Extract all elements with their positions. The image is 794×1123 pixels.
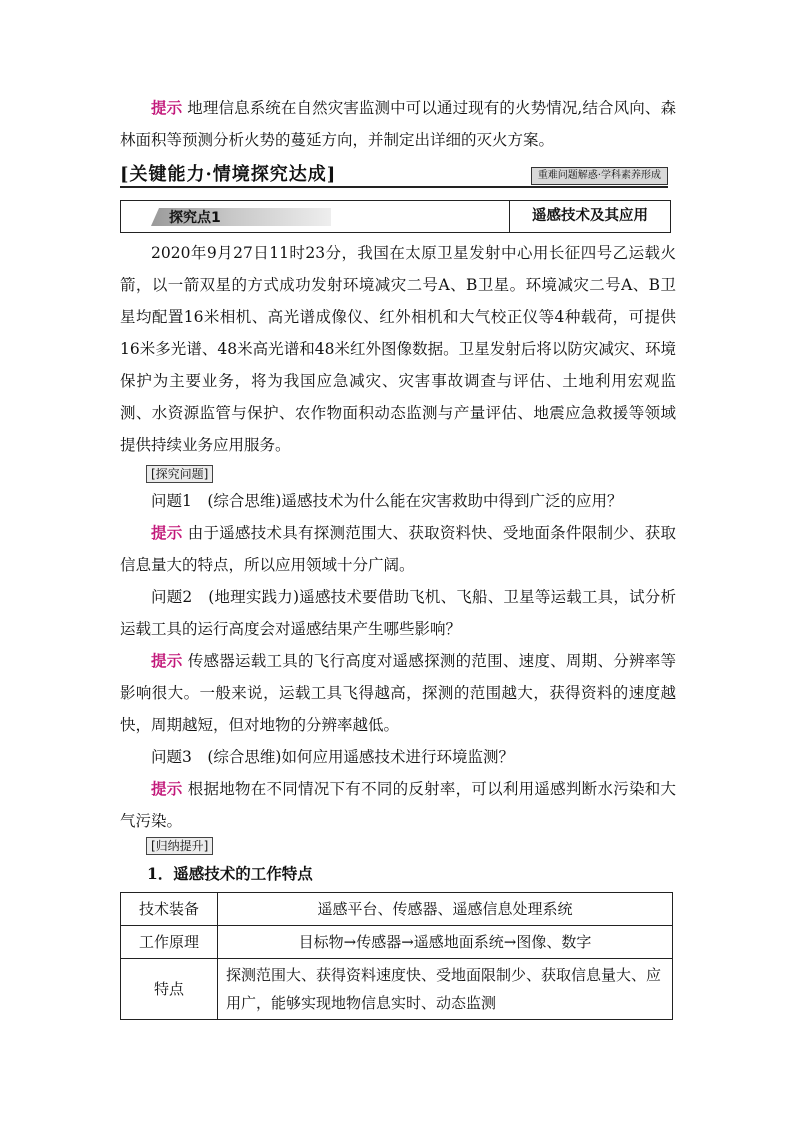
tip-label: 提示 xyxy=(151,99,183,117)
table-value: 遥感平台、传感器、遥感信息处理系统 xyxy=(218,893,673,926)
section-header xyxy=(120,160,668,186)
table-key: 特点 xyxy=(121,959,218,1020)
table-value: 探测范围大、获得资料速度快、受地面限制少、获取信息量大、应用广，能够实现地物信息实时、动态监测 xyxy=(218,959,673,1020)
table-value: 目标物→传感器→遥感地面系统→图像、数字 xyxy=(218,926,673,959)
answer-2 xyxy=(120,645,676,741)
table-row xyxy=(121,893,673,926)
table-row xyxy=(121,926,673,959)
explore-topic: 遥感技术及其应用 xyxy=(532,208,648,224)
summary-tag: [归纳提升] xyxy=(146,837,213,855)
tip-label: 提示 xyxy=(151,524,183,542)
summary-tag-wrap xyxy=(146,836,213,855)
table-row xyxy=(121,959,673,1020)
question-2: 问题2 (地理实践力)遥感技术要借助飞机、飞船、卫星等运载工具，试分析运载工具的运行高度会对遥感结果产生哪些影响？ xyxy=(120,588,676,638)
question-1: 问题1 (综合思维)遥感技术为什么能在灾害救助中得到广泛的应用？ xyxy=(151,492,623,510)
summary-heading: 1．遥感技术的工作特点 xyxy=(147,864,313,883)
answer-1 xyxy=(120,517,676,581)
tip-label: 提示 xyxy=(151,780,183,798)
section-subtitle: 重难问题解惑·学科素养形成 xyxy=(531,167,668,185)
answer-3 xyxy=(120,773,676,837)
answer-3-text: 根据地物在不同情况下有不同的反射率，可以利用遥感判断水污染和大气污染。 xyxy=(120,780,676,830)
explore-point-left xyxy=(121,201,510,232)
questions-tag: [探究问题] xyxy=(146,465,213,483)
intro-tip-paragraph xyxy=(120,92,676,156)
intro-block xyxy=(120,92,676,156)
qa-block xyxy=(120,485,676,837)
summary-heading-block xyxy=(120,858,676,890)
question-3: 问题3 (综合思维)如何应用遥感技术进行环境监测？ xyxy=(151,748,514,766)
passage-text: 2020年9月27日11时23分，我国在太原卫星发射中心用长征四号乙运载火箭，以一箭双星的方式成功发射环境减灾二号A、B卫星。环境减灾二号A、B卫星均配置16米相机、高光谱成像仪、红外相机和大气校正仪等4种载荷，可提供16米多光谱、48米高光谱和48米红外图像数据。卫星发射后将以防灾减灾、环境保护为主要业务，将为我国应急减灾、灾害事故调查与评估、土地利用宏观监测、水资源监管与保护、农作物面积动态监测与产量评估、地震应急救援等领域提供持续业务应用服务。 xyxy=(120,244,676,454)
explore-badge-label: 探究点1 xyxy=(169,210,221,226)
table-key: 工作原理 xyxy=(121,926,218,959)
tip-label: 提示 xyxy=(151,652,183,670)
questions-tag-wrap xyxy=(146,464,213,483)
passage-block xyxy=(120,237,676,461)
answer-1-text: 由于遥感技术具有探测范围大、获取资料快、受地面条件限制少、获取信息量大的特点，所以应用领域十分广阔。 xyxy=(120,524,676,574)
table-key: 技术装备 xyxy=(121,893,218,926)
explore-point-box xyxy=(120,200,671,233)
intro-tip-text: 地理信息系统在自然灾害监测中可以通过现有的火势情况,结合风向、森林面积等预测分析火势的蔓延方向，并制定出详细的灭火方案。 xyxy=(120,99,676,149)
answer-2-text: 传感器运载工具的飞行高度对遥感探测的范围、速度、周期、分辨率等影响很大。一般来说，运载工具飞得越高，探测的范围越大，获得资料的速度越快，周期越短，但对地物的分辨率越低。 xyxy=(120,652,676,734)
section-title: [关键能力·情境探究达成] xyxy=(120,164,337,185)
features-table xyxy=(120,892,673,1020)
section-divider xyxy=(120,186,668,188)
